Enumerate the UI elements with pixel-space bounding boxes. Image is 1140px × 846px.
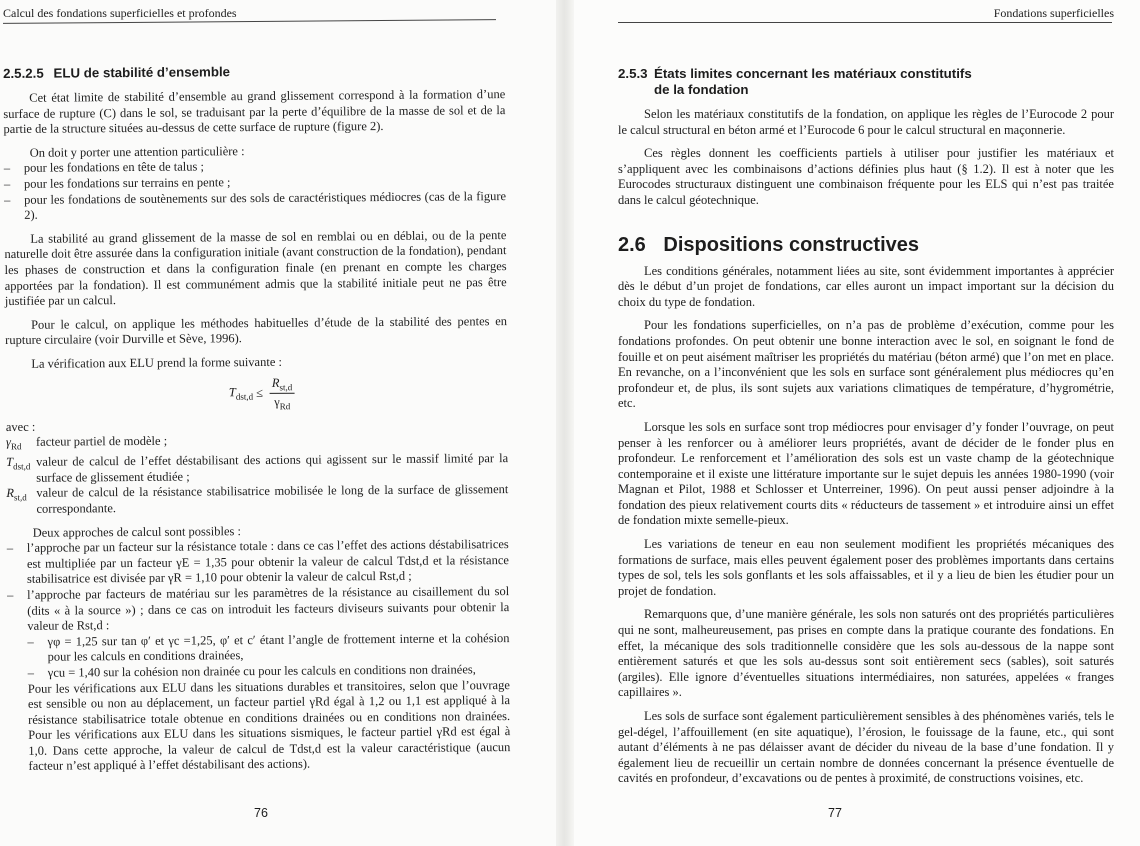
definition-row xyxy=(6,482,508,517)
paragraph: Pour les fondations superficielles, on n’a pas de problème d’exécution, comme pour les fondations profondes. On peut obtenir une bonne interaction avec le sol, en soignant le fond de fouille et on peut aisément maîtriser les propriétés du matériau (béton armé) que l’on met en place. En revanche, on a l’inconvénient que les sols en surface sont généralement plus médiocres qu’en profondeur et, de plus, ils sont sujets aux variations climatiques de température, d’hygrométrie, etc. xyxy=(618,318,1114,411)
right-page-number: 77 xyxy=(828,806,842,820)
list-item: – pour les fondations de soutènements sur des sols de caractéristiques médiocres (cas de la figure 2). xyxy=(4,189,506,224)
definition-symbol: $R_{st,d}$ xyxy=(6,486,27,503)
right-running-head: Fondations superficielles xyxy=(993,6,1114,20)
paragraph: On doit y porter une attention particulière : xyxy=(29,143,245,160)
paragraph: Les variations de teneur en eau non seulement modifient les propriétés mécaniques des formations de surface, mais elles peuvent également poser des problèmes importants dans certains types de sol, tels les sols gonflants et les sols affaissables, et il y a lieu de bien les étudier pour un projet de fondation. xyxy=(618,537,1114,598)
right-header-rule xyxy=(618,22,1112,23)
paragraph: Cet état limite de stabilité d’ensemble au grand glissement correspond à la formation d’une surface de rupture (C) dans le sol, se traduisant par la perte d’équilibre de la masse de sol et de la partie de la structure situées au-dessus de cette surface de rupture (figure 2). xyxy=(3,87,506,137)
paragraph: Deux approches de calcul sont possibles : xyxy=(32,523,242,540)
left-page xyxy=(0,0,556,846)
section-number: 2.5.3 xyxy=(618,66,648,81)
right-page xyxy=(574,0,1140,846)
definition-symbol: $\gamma_{Rd}$ xyxy=(5,435,22,452)
paragraph: Les sols de surface sont également particulièrement sensibles à des phénomènes variés, tels le gel-dégel, l’affouillement (en site aquatique), l’érosion, le fouissage de la faune, etc., qui sont autant d’éléments à ne pas délaisser avant de décider du niveau de la base d’une fondation. Il y également lieu de recueillir un certain nombre de données concernant la présence éventuelle de cavités en profondeur, d’excavations ou de pentes à proximité, de constructions voisines, etc. xyxy=(618,709,1114,786)
paragraph: Pour le calcul, on applique les méthodes habituelles d’étude de la stabilité des pentes en rupture circulaire (voir Durville et Sève, 1996). xyxy=(5,313,508,348)
paragraph: Les conditions générales, notamment liées au site, sont évidemment importantes à apprécier dès le début d’un projet de fondations, car elles auront un impact important sur la décision du choix du type de fondation. xyxy=(618,263,1114,309)
avec-label: avec : xyxy=(5,419,36,434)
formula-denominator: $\gamma_{Rd}$ xyxy=(274,394,291,412)
list-item: – pour les fondations sur terrains en pente ; xyxy=(4,173,506,193)
paragraph: La stabilité au grand glissement de la masse de sol en remblai ou en déblai, ou de la pente naturelle doit être assurée dans la configuration initiale (avant construction de la fondation), pendant les phases de construction et dans la configuration finale (en prenant en compte les charges apportées par la fondation). Il est communément admis que la stabilité initiale peut ne pas être justifiée par un calcul. xyxy=(4,227,507,309)
paragraph: La vérification aux ELU prend la forme suivante : xyxy=(31,354,282,371)
chapter-title: Dispositions constructives xyxy=(663,233,919,256)
definition-symbol: $T_{dst,d}$ xyxy=(6,455,31,472)
paragraph: Pour les vérifications aux ELU dans les situations durables et transitoires, selon que l’ouvrage est sensible ou non au déplacement, un facteur partiel γRd égal à 1,2 ou 1,1 est appliqué à la résistance stabilisatrice totale obtenue en conditions drainées ou en conditions non drainées. Pour les vérifications aux ELU dans les situations sismiques, le facteur partiel γRd est égal à 1,0. Dans cette approche, la valeur de calcul de Tdst,d est la valeur caractéristique (aucun facteur n’est appliqué à l’effet déstabilisant des actions). xyxy=(27,677,511,774)
definition-text: valeur de calcul de la résistance stabilisatrice mobilisée le long de la surface de glissement correspondante. xyxy=(36,482,509,516)
section-title: ELU de stabilité d’ensemble xyxy=(53,64,231,81)
formula-numerator: $R_{st,d}$ xyxy=(270,375,295,394)
list-item: – l’approche par un facteur sur la résistance totale : dans ce cas l’effet des actions déstabilisatrices est multipliée par un facteur γE = 1,35 pour obtenir la valeur de calcul Tdst,d et la résistance stabilisatrice est divisée par γR = 1,10 pour obtenir la valeur de calcul Rst,d ; xyxy=(7,537,509,588)
sub-list-item: – γφ = 1,25 sur tan φ′ et γc =1,25, φ′ et c′ étant l’angle de frottement interne et la cohésion pour les calculs en conditions drainées, xyxy=(7,631,509,666)
section-number: 2.5.2.5 xyxy=(3,65,44,81)
sub-list-item: – γcu = 1,40 sur la cohésion non drainée cu pour les calculs en conditions non drainées, xyxy=(8,662,510,682)
paragraph: Remarquons que, d’une manière générale, les sols non saturés ont des propriétés particulières qui ne sont, malheureusement, pas prises en compte dans la pratique courante des fondations. En effet, la mécanique des sols traditionnelle considère que les sols au-dessous de la nappe sont entièrement saturés et que les sols au-dessus sont soit entièrement secs (sables), soit saturés (argiles). Elle ignore d’éventuelles situations intermédiaires, non saturées, appelées « franges capillaires ». xyxy=(618,607,1114,700)
definition-row xyxy=(6,451,508,486)
section-heading-2-5-2-5 xyxy=(3,62,505,82)
section-heading-2-5-3 xyxy=(618,66,1114,98)
definition-text: facteur partiel de modèle ; xyxy=(35,433,168,449)
list-item: – pour les fondations en tête de talus ; xyxy=(4,157,506,177)
formula-fraction xyxy=(270,375,295,411)
paragraph: Ces règles donnent les coefficients partiels à utiliser pour justifier les matériaux et s’appliquent avec les combinaisons d’actions définies plus haut (§ 1.2). Il est à noter que les Eurocodes structuraux distinguent une combinaison fréquente pour les ELS qui n’est pas traitée dans le calcul géotechnique. xyxy=(618,146,1114,207)
formula-lhs: $T_{dst,d}$ xyxy=(228,385,254,402)
chapter-number: 2.6 xyxy=(618,233,646,256)
left-page-number: 76 xyxy=(254,806,268,820)
book-gutter xyxy=(556,0,574,846)
formula-operator: ≤ xyxy=(255,385,263,401)
left-page-body xyxy=(3,62,511,775)
chapter-heading-2-6 xyxy=(618,233,1114,257)
paragraph: Lorsque les sols en surface sont trop médiocres pour envisager d’y fonder l’ouvrage, on peut penser à les renforcer ou à améliorer leurs propriétés, avant de décider de le fonder plus en profondeur. Le renforcement et l’amélioration des sols est un vaste champ de la géotechnique contemporaine et il existe une littérature importante sur le sujet depuis les années 1980-1990 (voir Magnan et Pilot, 1988 et Schlosser et Unterreiner, 1996). On peut aussi penser adjoindre à la fondation des pieux relativement courts dits « réducteurs de tassement » et introduire ainsi un effet de fondation mixte semelle-pieux. xyxy=(618,419,1114,528)
right-page-body xyxy=(618,66,1114,787)
section-title-line1: États limites concernant les matériaux constitutifs xyxy=(654,66,972,81)
list-item: – l’approche par facteurs de matériau sur les paramètres de la résistance au cisaillement du sol (dits « à la source ») ; dans ce cas on introduit les facteurs diviseurs suivants pour obtenir la valeur de Rst,d : xyxy=(7,584,509,635)
paragraph: Selon les matériaux constitutifs de la fondation, on applique les règles de l’Eurocode 2 pour le calcul structural en béton armé et l’Eurocode 6 pour le calcul structural en maçonnerie. xyxy=(618,107,1114,137)
left-running-head: Calcul des fondations superficielles et profondes xyxy=(3,6,237,20)
definition-text: valeur de calcul de l’effet déstabilisant des actions qui agissent sur le massif limité par la surface de glissement étudiée ; xyxy=(36,451,509,485)
section-title-line2: de la fondation xyxy=(654,82,749,97)
stability-formula xyxy=(5,372,507,416)
